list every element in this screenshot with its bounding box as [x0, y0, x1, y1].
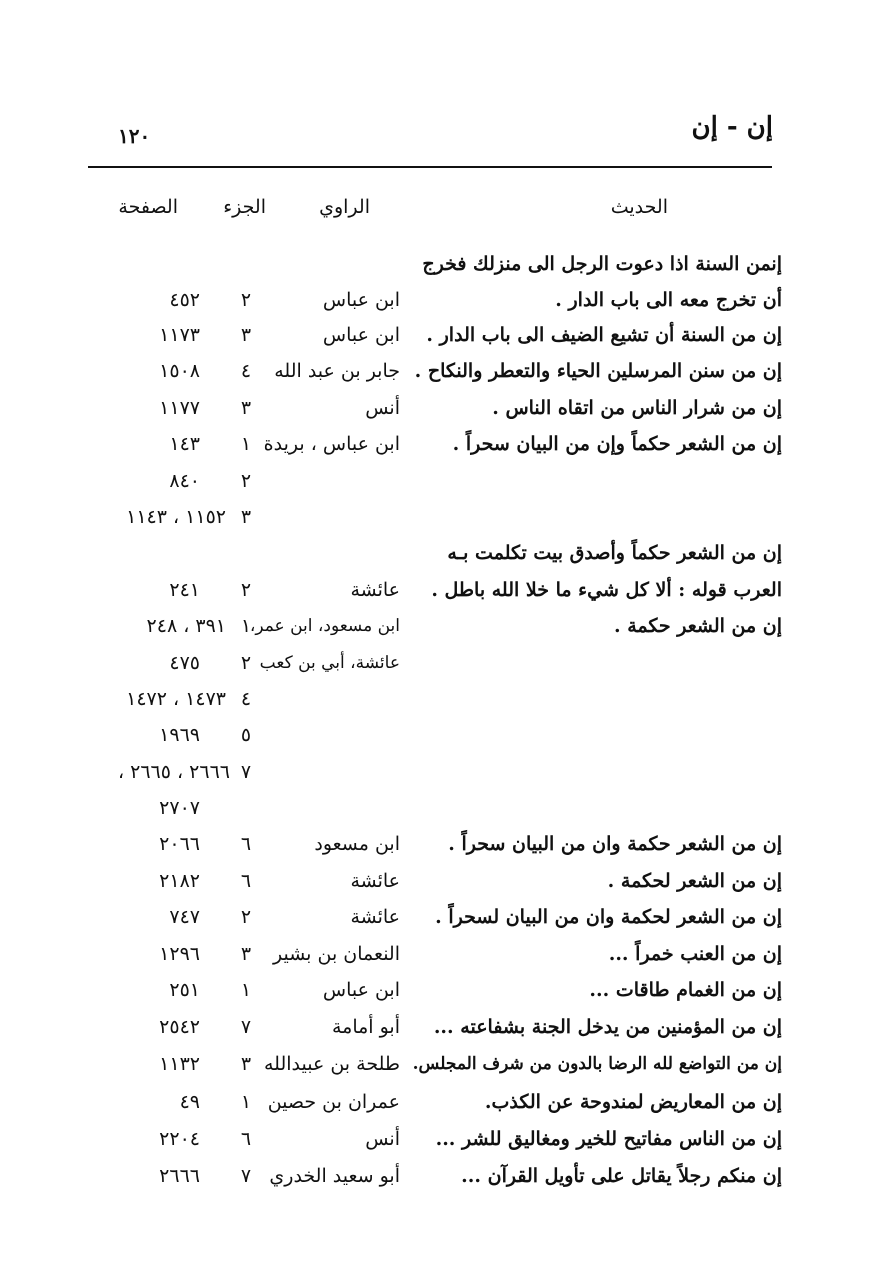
page-cell: ٢٥٤٢ [159, 1016, 200, 1038]
hadith-line: إن من المعاريض لمندوحة عن الكذب. [484, 1091, 782, 1113]
page-cell: ١١٧٣ [159, 324, 200, 346]
hadith-line: إن من الغمام طاقات ... [589, 979, 782, 1001]
hadith-line: إن من شرار الناس من اتقاه الناس . [492, 397, 782, 419]
page-cell: ٢٤١ [169, 579, 200, 601]
juz-cell: ٢ [240, 652, 252, 674]
page-cell: ٢٦٦٦ [159, 1165, 200, 1187]
rawi-cell: ابن مسعود، ابن عمر، [249, 616, 400, 636]
page-cell: ١٢٩٦ [159, 943, 200, 965]
hadith-line: إن من الشعر لحكمة وان من البيان لسحراً . [435, 906, 782, 928]
juz-cell: ١ [240, 433, 252, 455]
rawi-cell: جابر بن عبد الله [274, 360, 400, 382]
hadith-line: العرب قوله : ألا كل شيء ما خلا الله باطل . [431, 579, 782, 601]
rawi-cell: عائشة، أبي بن كعب [259, 653, 400, 673]
page-cell: ٧٤٧ [169, 906, 200, 928]
hadith-line: أن تخرج معه الى باب الدار . [555, 289, 782, 311]
hadith-line: إن من الشعر حكمة وان من البيان سحراً . [448, 833, 782, 855]
juz-cell: ٢ [240, 906, 252, 928]
juz-cell: ١ [240, 615, 252, 637]
juz-cell: ٣ [240, 506, 252, 528]
page-cell: ٤٧٥ [169, 652, 200, 674]
juz-cell: ٦ [240, 870, 252, 892]
page-cell: ١١٥٢ ، ١١٤٣ [126, 506, 226, 528]
juz-cell: ٤ [240, 360, 252, 382]
page-cell: ١٤٧٣ ، ١٤٧٢ [126, 688, 226, 710]
hadith-line: إن من الشعر لحكمة . [607, 870, 782, 892]
rawi-cell: النعمان بن بشير [273, 943, 400, 965]
rawi-cell: طلحة بن عبيدالله [263, 1053, 400, 1075]
juz-cell: ٧ [240, 1165, 252, 1187]
page-cell: ٢٢٠٤ [159, 1128, 200, 1150]
hadith-line: إن من الشعر حكماً وإن من البيان سحراً . [452, 433, 782, 455]
hadith-line: إن من التواضع لله الرضا بالدون من شرف المجلس. [412, 1054, 782, 1074]
rawi-cell: أنس [365, 1128, 400, 1150]
column-header-rawi: الراوي [319, 196, 370, 218]
juz-cell: ٧ [240, 761, 252, 783]
page-cell: ٢١٨٢ [159, 870, 200, 892]
hadith-line: إن من الشعر حكمة . [613, 615, 782, 637]
rawi-cell: ابن مسعود [314, 833, 400, 855]
juz-cell: ٤ [240, 688, 252, 710]
hadith-line: إن منكم رجلاً يقاتل على تأويل القرآن ... [461, 1165, 782, 1187]
page-cell: ٨٤٠ [169, 470, 200, 492]
juz-cell: ٧ [240, 1016, 252, 1038]
page-cell: ٢٦٦٦ ، ٢٦٦٥ ، [117, 761, 230, 783]
rawi-cell: عمران بن حصين [267, 1091, 400, 1113]
page-cell: ٤٥٢ [169, 289, 200, 311]
juz-cell: ٢ [240, 579, 252, 601]
header-rule [88, 166, 772, 168]
juz-cell: ١ [240, 979, 252, 1001]
page-number: ١٢٠ [118, 124, 151, 148]
hadith-line: إن من الناس مفاتيح للخير ومغاليق للشر ... [435, 1128, 782, 1150]
rawi-cell: ابن عباس [322, 324, 400, 346]
juz-cell: ٦ [240, 833, 252, 855]
page-cell: ٢٥١ [169, 979, 200, 1001]
juz-cell: ٣ [240, 943, 252, 965]
page-cell: ١٤٣ [169, 433, 200, 455]
rawi-cell: عائشة [350, 870, 400, 892]
hadith-line: إن من العنب خمراً ... [608, 943, 782, 965]
juz-cell: ٢ [240, 470, 252, 492]
rawi-cell: أنس [365, 397, 400, 419]
page-cell: ١١٧٧ [159, 397, 200, 419]
rawi-cell: ابن عباس ، بريدة [263, 433, 400, 455]
page-cell: ٣٩١ ، ٢٤٨ [146, 615, 226, 637]
juz-cell: ٥ [240, 724, 252, 746]
page-cell: ١٩٦٩ [159, 724, 200, 746]
rawi-cell: أبو سعيد الخدري [269, 1165, 400, 1187]
page-cell: ١١٣٢ [159, 1053, 200, 1075]
juz-cell: ١ [240, 1091, 252, 1113]
juz-cell: ٦ [240, 1128, 252, 1150]
rawi-cell: عائشة [350, 906, 400, 928]
page-cell: ١٥٠٨ [159, 360, 200, 382]
hadith-line: إن من سنن المرسلين الحياء والتعطر والنكاح . [414, 360, 782, 382]
juz-cell: ٢ [240, 289, 252, 311]
column-header-hadith: الحديث [610, 196, 668, 218]
page-cell: ٢٠٦٦ [159, 833, 200, 855]
column-header-juz: الجزء [223, 196, 266, 218]
juz-cell: ٣ [240, 324, 252, 346]
page-cell: ٢٧٠٧ [159, 797, 200, 819]
juz-cell: ٣ [240, 1053, 252, 1075]
hadith-line: إنمن السنة اذا دعوت الرجل الى منزلك فخرج [422, 253, 782, 275]
hadith-line: إن من المؤمنين من يدخل الجنة بشفاعته ... [433, 1016, 782, 1038]
rawi-cell: ابن عباس [322, 979, 400, 1001]
column-header-page: الصفحة [118, 196, 178, 218]
rawi-cell: عائشة [350, 579, 400, 601]
rawi-cell: ابن عباس [322, 289, 400, 311]
hadith-line: إن من الشعر حكماً وأصدق بيت تكلمت بـه [447, 542, 782, 564]
juz-cell: ٣ [240, 397, 252, 419]
hadith-line: إن من السنة أن تشيع الضيف الى باب الدار . [426, 324, 782, 346]
page-cell: ٤٩ [179, 1091, 200, 1113]
rawi-cell: أبو أمامة [331, 1016, 400, 1038]
page-header-title: إن - إن [691, 112, 773, 142]
